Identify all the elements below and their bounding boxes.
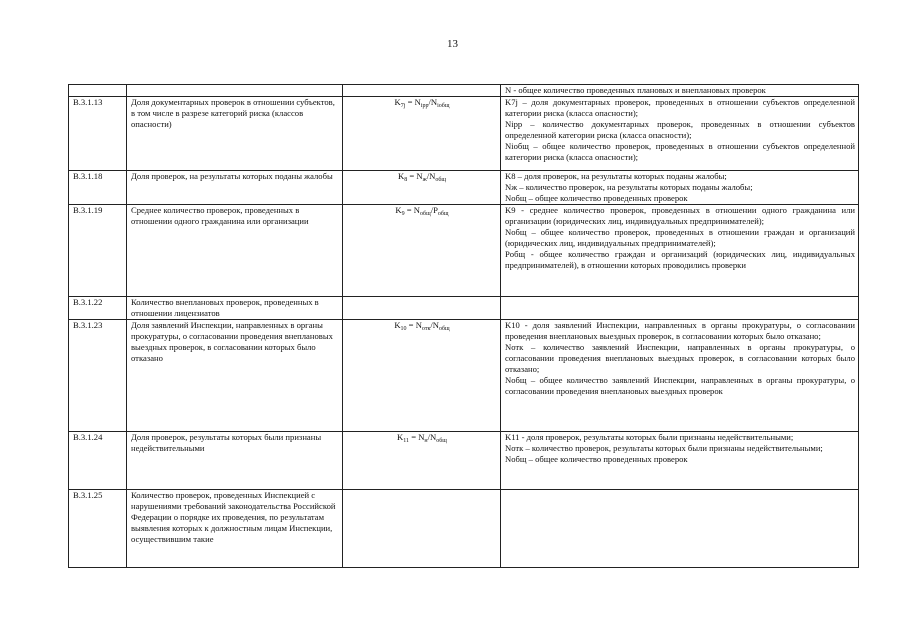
table-row [69, 205, 859, 297]
metrics-table [68, 84, 859, 568]
row-legend [501, 297, 859, 320]
formula-lhs: K [397, 432, 404, 442]
legend-line: Nобщ – общее количество проведенных проверок [505, 454, 688, 464]
legend-line: N - общее количество проведенных плановых и внеплановых проверок [505, 85, 766, 95]
row-legend [501, 432, 859, 490]
formula-den: N [430, 97, 438, 107]
formula-lhs: K [394, 320, 401, 330]
table-row [69, 490, 859, 568]
legend-line: Pобщ - общее количество граждан и организаций (юридических лиц, индивидуальных предпринимателей), в отношении которых проводились проверки [505, 249, 855, 270]
table-row [69, 171, 859, 205]
formula-num-sub: отк [421, 326, 431, 332]
table-row [69, 432, 859, 490]
row-formula [343, 205, 501, 297]
table-row [69, 97, 859, 171]
formula-den-sub: общ [437, 211, 449, 217]
row-code: В.3.1.22 [69, 297, 127, 320]
legend-line: Nотк – количество заявлений Инспекции, направленных в органы прокуратуры, о согласовании проведения внеплановых выездных проверок, в согласовании которых было отказано; [505, 342, 855, 374]
formula-lhs: K [395, 205, 402, 215]
row-code: В.3.1.18 [69, 171, 127, 205]
formula-den: P [433, 205, 438, 215]
legend-line: K11 - доля проверок, результаты которых были признаны недействительными; [505, 432, 794, 442]
table-row [69, 297, 859, 320]
formula-slash: / [430, 320, 433, 330]
row-legend [501, 85, 859, 97]
formula-num: N [414, 97, 421, 107]
formula-den: N [429, 171, 436, 181]
row-formula [343, 85, 501, 97]
row-code: В.3.1.24 [69, 432, 127, 490]
row-formula [343, 297, 501, 320]
formula-num: N [418, 432, 425, 442]
metrics-table-body [69, 85, 859, 568]
formula-num-sub: общ [420, 211, 431, 217]
row-description: Доля проверок, на результаты которых поданы жалобы [127, 171, 343, 205]
row-description: Количество внеплановых проверок, проведенных в отношении лицензиатов [127, 297, 343, 320]
formula-lhs: K [397, 171, 405, 181]
legend-line: Niобщ – общее количество проверок, проведенных в отношении субъектов определенной категории риска (класса опасности); [505, 141, 855, 162]
row-code [69, 85, 127, 97]
formula-equals: = [405, 97, 415, 107]
legend-line: Nобщ – общее количество заявлений Инспекции, направленных в органы прокуратуры, о согласовании проведения внеплановых выездных проверок [505, 375, 855, 396]
row-formula [343, 432, 501, 490]
row-legend [501, 205, 859, 297]
row-legend [501, 171, 859, 205]
legend-line: K7j – доля документарных проверок, проведенных в отношении субъектов определенной категории риска (класса опасности); [505, 97, 855, 118]
formula-num-sub: н [424, 438, 428, 444]
row-description: Среднее количество проверок, проведенных в отношении одного гражданина или организации [127, 205, 343, 297]
formula-num-sub: ipр [420, 103, 429, 109]
row-formula [343, 171, 501, 205]
row-description: Доля заявлений Инспекции, направленных в органы прокуратуры, о согласовании проведения внеплановых выездных проверок, в согласовании которых было отказано [127, 320, 343, 432]
row-description [127, 85, 343, 97]
legend-line: Nобщ – общее количество проверок, проведенных в отношении граждан и организаций (юридических лиц, индивидуальных предпринимателей); [505, 227, 855, 248]
formula-equals: = [407, 171, 417, 181]
row-description: Количество проверок, проведенных Инспекцией с нарушениями требований законодательства Российской Федерации о порядке их проведения, по результатам выявления которых к должностным лицам Инспекции, осуществившим такие [127, 490, 343, 568]
formula-lhs: K [394, 97, 401, 107]
formula-lhs-sub: 9 [401, 211, 405, 217]
formula-equals: = [406, 320, 416, 330]
row-formula [343, 490, 501, 568]
formula-den: N [432, 320, 439, 330]
row-description: Доля проверок, результаты которых были признаны недействительными [127, 432, 343, 490]
row-formula [343, 97, 501, 171]
legend-line: Nж – количество проверок, на результаты которых поданы жалобы; [505, 182, 753, 192]
formula-den-sub: общ [436, 438, 447, 444]
row-legend [501, 490, 859, 568]
formula-den-sub: общ [435, 177, 447, 183]
legend-line: K9 - среднее количество проверок, проведенных в отношении одного гражданина или организации (юридических лиц, индивидуальных предпринимателей); [505, 205, 855, 226]
formula-equals: = [409, 432, 419, 442]
row-legend [501, 320, 859, 432]
formula-num-sub: ж [422, 177, 427, 183]
formula-num: N [415, 320, 422, 330]
legend-line: Nобщ – общее количество проведенных проверок [505, 193, 688, 203]
formula-num: N [416, 171, 423, 181]
formula-den-sub: iобщ [437, 103, 450, 109]
table-row [69, 320, 859, 432]
row-code: В.3.1.13 [69, 97, 127, 171]
formula-lhs-sub: 7j [400, 103, 406, 109]
formula-slash: / [430, 205, 434, 215]
row-code: В.3.1.25 [69, 490, 127, 568]
formula-lhs-sub: 10 [400, 326, 407, 332]
row-legend [501, 97, 859, 171]
formula-slash: / [426, 171, 430, 181]
row-code: В.3.1.23 [69, 320, 127, 432]
table-row [69, 85, 859, 97]
legend-line: Nотк – количество проверок, результаты которых были признаны недействительными; [505, 443, 823, 453]
formula-den-sub: общ [438, 326, 450, 332]
formula-den: N [430, 432, 437, 442]
row-description: Доля документарных проверок в отношении субъектов, в том числе в разрезе категорий риска (классов опасности) [127, 97, 343, 171]
legend-line: K10 - доля заявлений Инспекции, направленных в органы прокуратуры, о согласовании проведения внеплановых выездных проверок, в согласовании которых было отказано; [505, 320, 855, 341]
legend-line: K8 – доля проверок, на результаты которых поданы жалобы; [505, 171, 727, 181]
page-number: 13 [447, 38, 458, 50]
formula-lhs-sub: 11 [403, 438, 410, 444]
formula-slash: / [427, 432, 431, 442]
formula-equals: = [404, 205, 414, 215]
formula-num: N [413, 205, 421, 215]
formula-slash: / [428, 97, 431, 107]
row-code: В.3.1.19 [69, 205, 127, 297]
formula-lhs-sub: 8 [404, 177, 408, 183]
row-formula [343, 320, 501, 432]
legend-line: Nipр – количество документарных проверок, проведенных в отношении субъектов определенной категории риска (класса опасности); [505, 119, 855, 140]
